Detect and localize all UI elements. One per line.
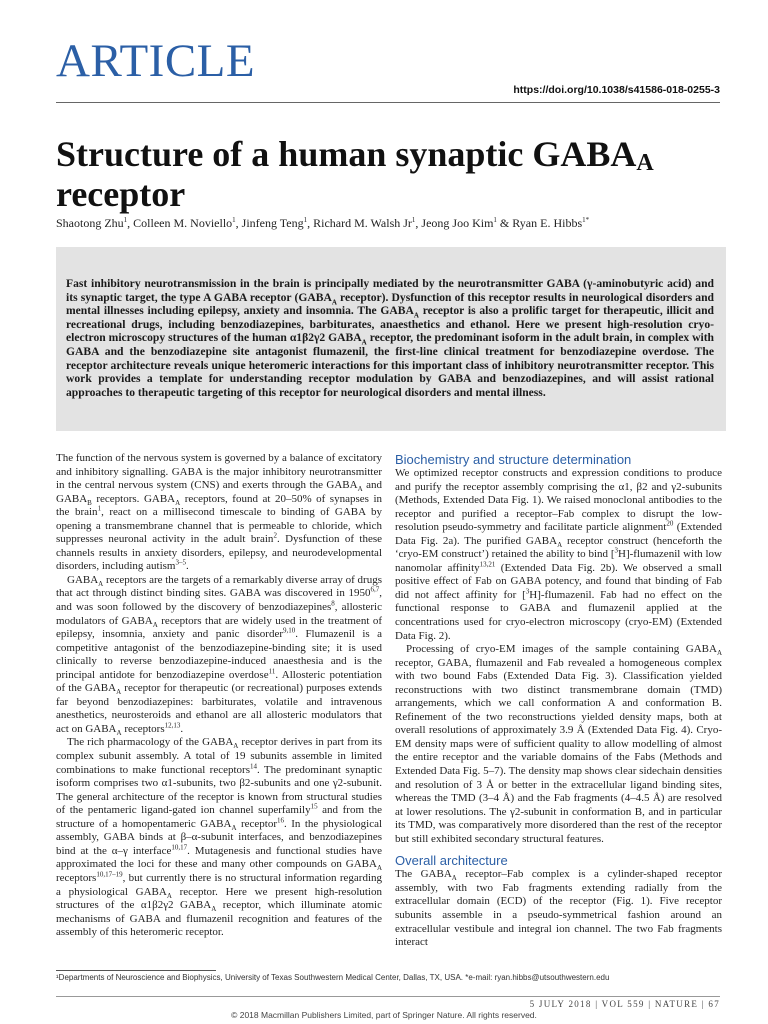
- journal-citation: 5 JULY 2018 | VOL 559 | NATURE | 67: [529, 999, 720, 1009]
- section-heading-biochemistry: Biochemistry and structure determination: [395, 452, 632, 467]
- biochem-paragraph-2: Processing of cryo-EM images of the sample containing $GABA_A$ receptor, GABA, flumazenil and Fab revealed a homogeneous complex with two bound Fabs (Extended Data Fig. 3). Classification yielded reconstructions with two distinct transmembrane domain (TMD) arrangements, which we call conformation A and conformation B. Refinement of the two reconstructions yielded density maps, both at overall resolutions of approximately 3.9 Å (Extended Data Fig. 4). Cryo-EM density maps were of sufficient quality to allow modelling of almost the entire receptor and the variable domains of the Fabs (Methods and Extended Data Fig. 5–7). The density map shows clear sidechain densities and resolution of 3 Å or better in the extracellular ligand binding sites, whereas the TMD (3–4 Å) and the Fab fragments (4–4.5 Å) are resolved at lower resolutions. The γ2-subunit in conformation B, and in particular its TMD, was comparatively more disordered than the rest of the receptor but still exhibited secondary structural features.: [395, 643, 722, 845]
- copyright-notice: © 2018 Macmillan Publishers Limited, part of Springer Nature. All rights reserved.: [231, 1010, 537, 1020]
- body-column-left: [56, 452, 382, 940]
- footer-rule: [56, 996, 720, 997]
- abstract-text: Fast inhibitory neurotransmission in the brain is principally mediated by the neurotransmitter GABA (γ-aminobutyric acid) and its synaptic target, the type A GABA receptor ($GABA_A$ receptor). Dysfunction of this receptor results in neurological disorders and mental illnesses including epilepsy, anxiety and insomnia. The $GABA_A$ receptor is also a prolific target for therapeutic, illicit and recreational drugs, including benzodiazepines, barbiturates, anaesthetics and ethanol. Here we present high-resolution cryo-electron microscopy structures of the human α1β2γ2 $GABA_A$ receptor, the predominant isoform in the adult brain, in complex with GABA and the benzodiazepine site antagonist flumazenil, the first-line clinical treatment for benzodiazepine overdose. The receptor architecture reveals unique heteromeric interactions for this important class of inhibitory neurotransmitter receptor. This work provides a template for understanding receptor modulation by GABA and benzodiazepines, and will assist rational approaches to therapeutic targeting of this receptor for neurological disorders and mental illness.: [66, 277, 714, 399]
- header-rule: [56, 102, 720, 103]
- footnote-rule: [56, 970, 216, 971]
- body-column-right: [395, 452, 722, 950]
- affiliation-footnote: ¹Departments of Neuroscience and Biophysics, University of Texas Southwestern Medical Center, Dallas, TX, USA. *e-mail: ryan.hibbs@utsouthwestern.edu: [56, 973, 610, 982]
- architecture-paragraph-1: The $GABA_A$ receptor–Fab complex is a cylinder-shaped receptor assembly, with two Fab fragments extending radially from the extracellular domain (ECD) of the receptor (Fig. 1). Five receptor subunits assemble in a pseudo-symmetrical fashion around an extracellular vestibule and integral ion channel. The two Fab fragments interact: [395, 868, 722, 949]
- intro-paragraph-3: The rich pharmacology of the $GABA_A$ receptor derives in part from its complex subunit assembly. A total of 19 subunits assemble in limited combinations to make functional receptors$^{14}$. The predominant synaptic isoform comprises two α1-subunits, two β2-subunits and one γ2-subunit. The general architecture of the receptor is known from structural studies of the pentameric ligand-gated ion channel superfamily$^{15}$ and from the structure of a homopentameric $GABA_A$ receptor$^{16}$. In the physiological assembly, GABA binds at β–α-subunit interfaces, and benzodiazepines bind at the α–γ interface$^{10,17}$. Mutagenesis and functional studies have approximated the loci for these and many other compounds on $GABA_A$ receptors$^{10,17-19}$, but currently there is no structural information regarding a physiological $GABA_A$ receptor. Here we present high-resolution structures of the α1β2γ2 $GABA_A$ receptor, which illuminate atomic mechanisms of GABA and flumazenil recognition and features of the assembly of this heteromeric receptor.: [56, 736, 383, 939]
- doi-link[interactable]: https://doi.org/10.1038/s41586-018-0255-3: [513, 84, 720, 96]
- intro-paragraph-2: $GABA_A$ receptors are the targets of a remarkably diverse array of drugs that act through distinct binding sites. GABA was discovered in 1950$^{6,7}$, and was soon followed by the discovery of benzodiazepines$^8$, allosteric modulators of $GABA_A$ receptors that are widely used in the treatment of epilepsy, insomnia, anxiety and panic disorder$^{9,10}$. Flumazenil is a competitive antagonist of the benzodiazepine-binding site; it is used clinically to reverse benzodiazepine-induced anaesthesia and is the principal antidote for benzodiazepine overdose$^{11}$. Allosteric potentiation of the $GABA_A$ receptor for therapeutic (or recreational) purposes extends far beyond benzodiazepines: barbiturates, volatile and intravenous anesthetics, neurosteroids and ethanol are all allosteric modulators that act on $GABA_A$ receptors$^{12,13}$.: [56, 573, 382, 738]
- article-label: ARTICLE: [56, 35, 256, 87]
- paper-title: Structure of a human synaptic $GABA_A$ receptor: [56, 134, 654, 214]
- biochem-paragraph-1: We optimized receptor constructs and expression conditions to produce and purify the receptor assembly comprising the α1, β2 and γ2-subunits (Methods, Extended Data Fig. 1). We raised monoclonal antibodies to the receptor and purified a receptor–Fab complex to disrupt the low-resolution pseudo-symmetry and facilitate particle alignment$^{20}$ (Extended Data Fig. 2a). The purified $GABA_A$ receptor construct (henceforth the ‘cryo-EM construct’) retained the ability to bind [$^3$H]-flumazenil with low nanomolar affinity$^{13,21}$ (Extended Data Fig. 2b). We observed a small positive effect of Fab on GABA potency, and found that binding of Fab did not affect affinity for [$^3$H]-flumazenil. Fab had no effect on the functional response to GABA and flumazenil applied at the concentrations used for cryo-electron microscopy (cryo-EM) (Extended Data Fig. 2).: [395, 467, 723, 642]
- section-heading-architecture: Overall architecture: [395, 853, 508, 869]
- author-list: Shaotong Zhu$^1$, Colleen M. Noviello$^1$, Jinfeng Teng$^1$, Richard M. Walsh Jr$^1$, Jeong Joo Kim$^1$ & Ryan E. Hibbs$^{1*}$: [56, 216, 590, 230]
- intro-paragraph-1: The function of the nervous system is governed by a balance of excitatory and inhibitory signalling. GABA is the major inhibitory neurotransmitter in the central nervous system (CNS) and exerts through the $GABA_A$ and $GABA_B$ receptors. $GABA_A$ receptors, found at 20–50% of synapses in the brain$^1$, react on a millisecond timescale to binding of GABA by opening a transmembrane channel that is permeable to chloride, which suppresses neuronal activity in the adult brain$^2$. Dysfunction of these channels results in anxiety disorders, epilepsy, and neurodevelopmental disorders, including autism$^{3-5}$.: [56, 452, 382, 573]
